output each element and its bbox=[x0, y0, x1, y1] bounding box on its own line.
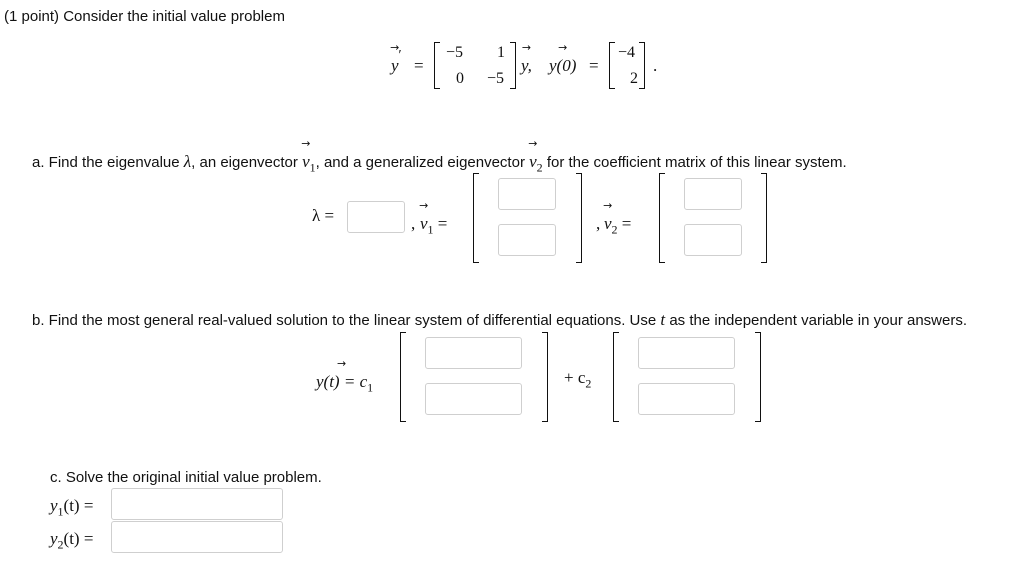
matrix-cell: 1 bbox=[497, 44, 505, 61]
lambda-symbol: λ bbox=[183, 152, 192, 171]
v2-top-input[interactable] bbox=[684, 178, 742, 210]
comma: , bbox=[596, 214, 601, 233]
sol1-top-input[interactable] bbox=[425, 337, 522, 369]
y-vector-comma bbox=[521, 56, 532, 76]
sol2-right-bracket bbox=[755, 332, 761, 422]
y1-rest: (t) = bbox=[63, 496, 94, 515]
plus-c-text: + c bbox=[564, 368, 586, 387]
plus-c2-label bbox=[564, 368, 591, 391]
part-a-text: for the coefficient matrix of this linear system. bbox=[546, 154, 847, 171]
y2-symbol: y bbox=[50, 529, 58, 548]
lambda-label: λ = bbox=[312, 206, 335, 225]
y1-input[interactable] bbox=[111, 488, 283, 520]
equals-sign: = bbox=[437, 214, 448, 233]
v2-bottom-input[interactable] bbox=[684, 224, 742, 256]
sol2-bottom-input[interactable] bbox=[638, 383, 735, 415]
v1-left-bracket bbox=[473, 173, 479, 263]
prime-mark: ′ bbox=[398, 48, 402, 63]
matrix-left-bracket bbox=[434, 42, 440, 89]
y-vector: → y bbox=[391, 56, 399, 76]
v1-bottom-input[interactable] bbox=[498, 224, 556, 256]
y1-symbol: y bbox=[50, 496, 58, 515]
lambda-input[interactable] bbox=[347, 201, 405, 233]
v1-label bbox=[420, 214, 447, 237]
part-b-text: b. Find the most general real-valued solution to the linear system of differential equations. Use bbox=[32, 312, 657, 329]
v2-symbol: → v bbox=[529, 152, 537, 172]
equals-sign: = bbox=[589, 56, 599, 75]
y2-rest: (t) = bbox=[63, 529, 94, 548]
v2-label bbox=[604, 214, 631, 237]
equals-sign: = bbox=[414, 56, 424, 75]
part-a-text: a. Find the eigenvalue bbox=[32, 154, 180, 171]
vector-cell: −4 bbox=[618, 44, 636, 61]
comma: , bbox=[411, 214, 416, 233]
part-a-instructions bbox=[32, 152, 847, 175]
matrix-cell: −5 bbox=[446, 44, 464, 61]
problem-header: (1 point) Consider the initial value problem bbox=[4, 8, 285, 25]
vector-left-bracket bbox=[609, 42, 615, 89]
period: . bbox=[653, 56, 658, 75]
c2-subscript: 2 bbox=[585, 376, 592, 391]
v2-subscript: 2 bbox=[536, 160, 543, 175]
sol1-bottom-input[interactable] bbox=[425, 383, 522, 415]
yt-expression: → y(t) = c bbox=[316, 372, 367, 392]
y2-input[interactable] bbox=[111, 521, 283, 553]
v1-top-input[interactable] bbox=[498, 178, 556, 210]
y0-vector: → y(0) bbox=[549, 56, 576, 76]
v1-symbol: → v bbox=[420, 214, 428, 234]
vector-cell: 2 bbox=[630, 70, 638, 87]
v2-subscript: 2 bbox=[611, 222, 618, 237]
v2-right-bracket bbox=[761, 173, 767, 263]
matrix-cell: −5 bbox=[487, 70, 505, 87]
sol2-top-input[interactable] bbox=[638, 337, 735, 369]
part-b-instructions bbox=[32, 310, 967, 330]
general-solution-label bbox=[316, 372, 373, 395]
v1-symbol: → v bbox=[302, 152, 310, 172]
sol1-right-bracket bbox=[542, 332, 548, 422]
y2-label bbox=[50, 529, 93, 552]
t-symbol: t bbox=[660, 310, 666, 329]
equals-sign: = bbox=[621, 214, 632, 233]
matrix-cell: 0 bbox=[456, 70, 464, 87]
part-a-text: , and a generalized eigenvector bbox=[315, 154, 525, 171]
part-a-text: , an eigenvector bbox=[191, 154, 298, 171]
part-c-instructions: c. Solve the original initial value problem. bbox=[50, 469, 322, 486]
v2-symbol: → v bbox=[604, 214, 612, 234]
sol1-left-bracket bbox=[400, 332, 406, 422]
initial-condition-label bbox=[549, 56, 576, 76]
v1-right-bracket bbox=[576, 173, 582, 263]
part-b-text: as the independent variable in your answers. bbox=[669, 312, 968, 329]
v1-subscript: 1 bbox=[309, 160, 316, 175]
matrix-right-bracket bbox=[510, 42, 516, 89]
y-vector: → y, bbox=[521, 56, 532, 76]
y2-subscript: 2 bbox=[57, 537, 64, 552]
y1-label bbox=[50, 496, 93, 519]
v1-subscript: 1 bbox=[427, 222, 434, 237]
c1-subscript: 1 bbox=[367, 380, 374, 395]
y1-subscript: 1 bbox=[57, 504, 64, 519]
vector-right-bracket bbox=[639, 42, 645, 89]
sol2-left-bracket bbox=[613, 332, 619, 422]
v2-left-bracket bbox=[659, 173, 665, 263]
y-prime-label bbox=[391, 48, 402, 76]
